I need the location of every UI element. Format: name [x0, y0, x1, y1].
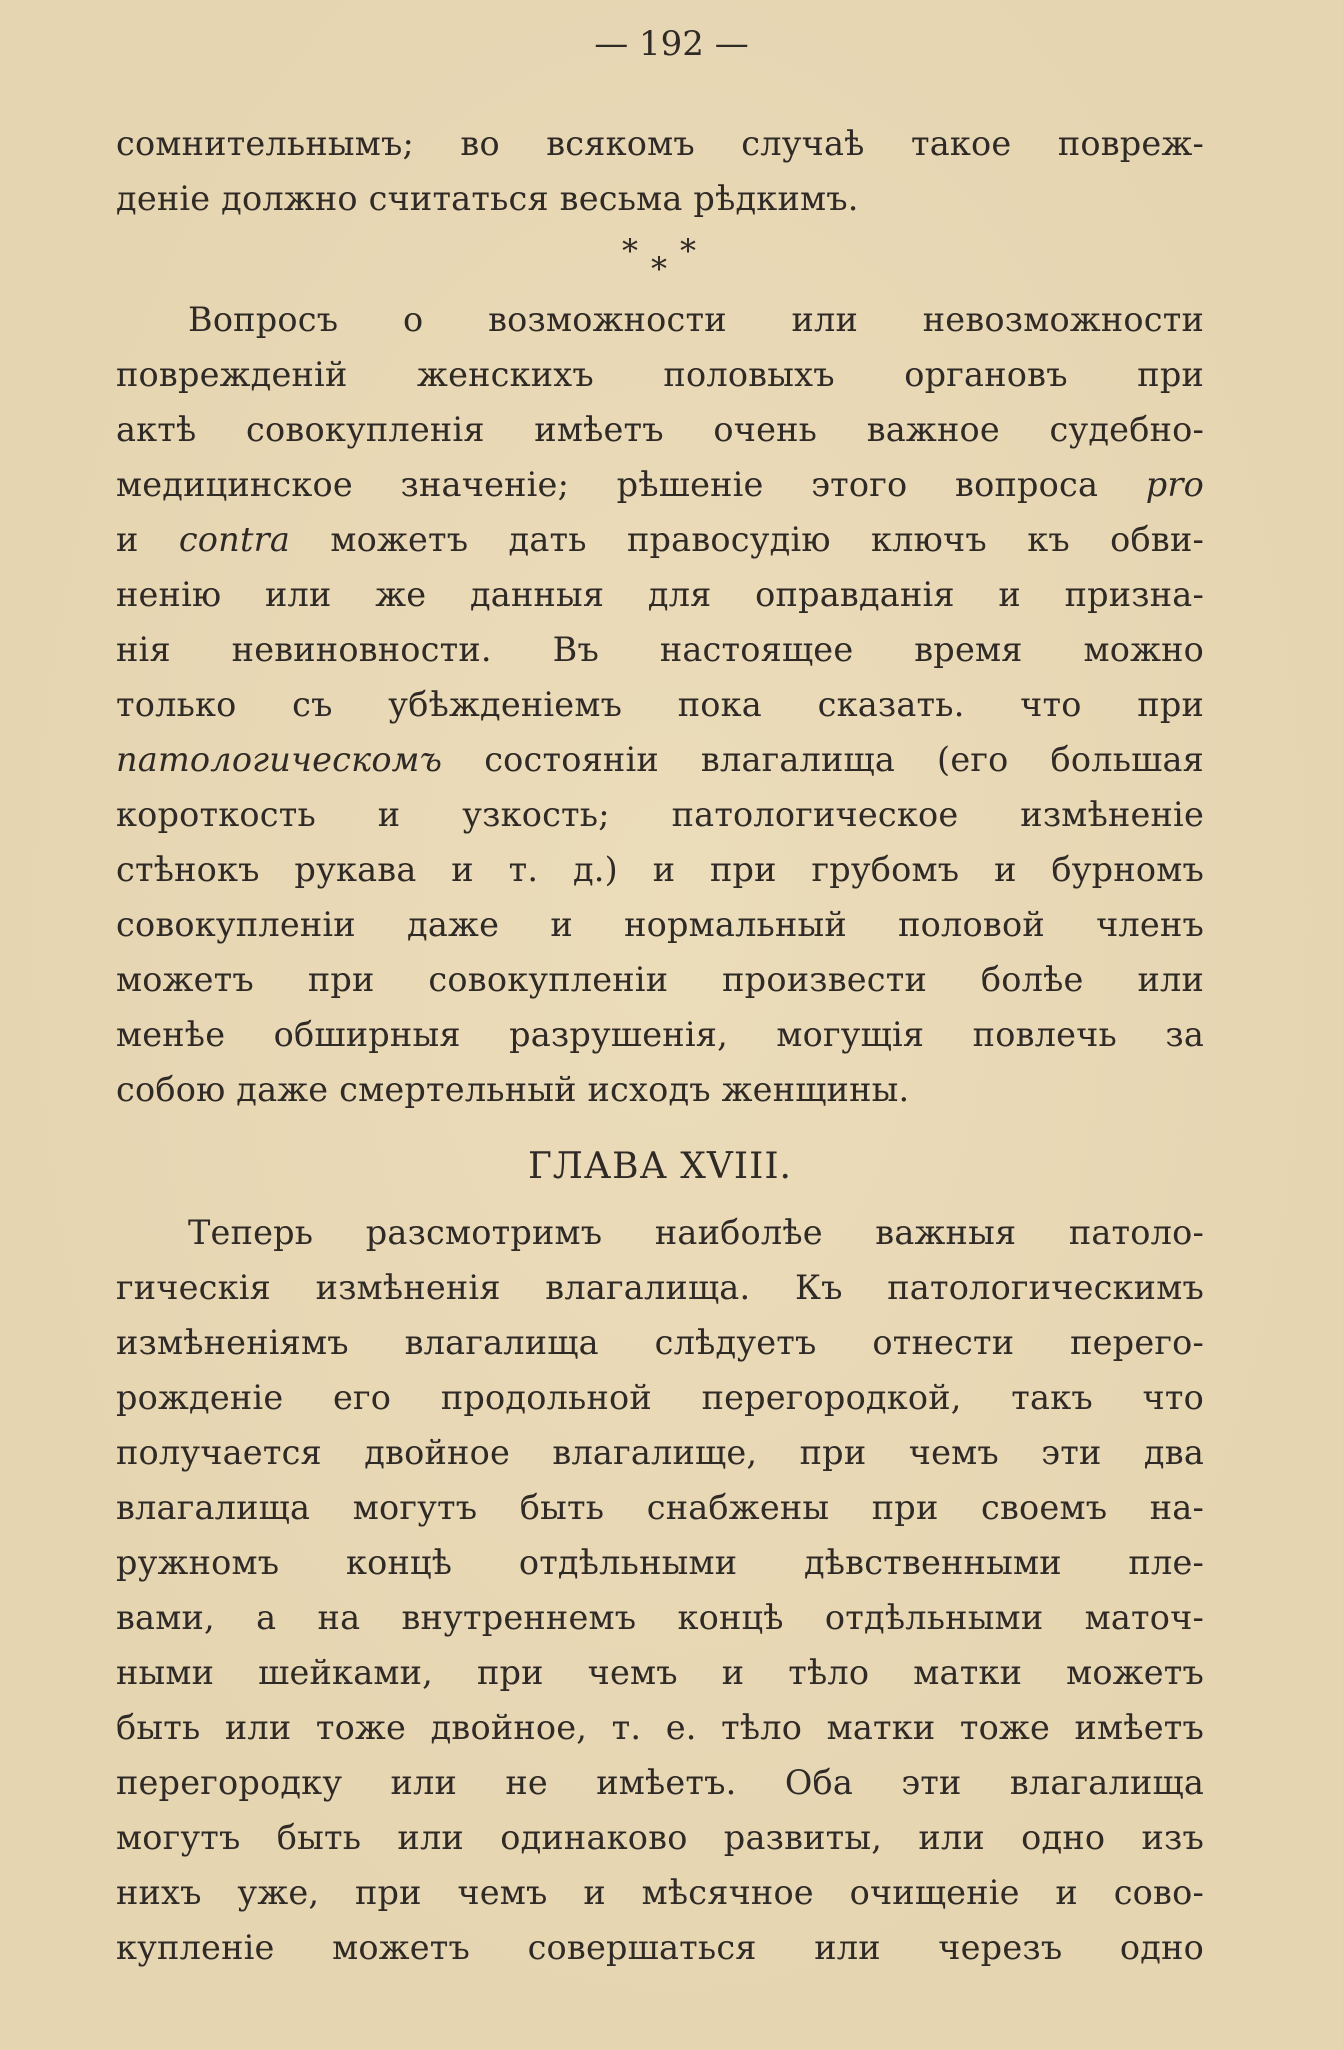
chapter-title: ГЛАВА XVIII. — [527, 1146, 793, 1187]
text-line: совокупленіи даже и нормальный половой членъ — [116, 905, 1204, 944]
text-line: собою даже смертельный исходъ женщины. — [116, 1070, 910, 1109]
paragraph-2 — [116, 292, 1204, 1117]
text-line: нія невиновности. Въ настоящее время можно — [116, 630, 1204, 669]
text-line: ными шейками, при чемъ и тѣло матки можетъ — [116, 1653, 1204, 1692]
text-line: быть или тоже двойное, т. е. тѣло матки тоже имѣетъ — [116, 1708, 1204, 1747]
text-line: получается двойное влагалище, при чемъ эти два — [116, 1433, 1204, 1472]
text-line: поврежденій женскихъ половыхъ органовъ при — [116, 355, 1204, 394]
text-line — [116, 457, 1204, 512]
page-number: — 192 — — [594, 24, 749, 64]
text-line: ружномъ концѣ отдѣльными дѣвственными пле- — [116, 1543, 1204, 1582]
latin-term-pro: pro — [1145, 465, 1204, 504]
text-line: Теперь разсмотримъ наиболѣе важныя патоло- — [188, 1213, 1204, 1252]
text-line: менѣе обширныя разрушенія, могущія повлечь за — [116, 1015, 1204, 1054]
text-line: перегородку или не имѣетъ. Оба эти влагалища — [116, 1763, 1204, 1802]
text-line — [116, 512, 1204, 567]
text-line: Вопросъ о возможности или невозможности — [188, 300, 1204, 339]
asterism-star: * — [651, 250, 668, 288]
page-body — [116, 116, 1204, 1975]
text-run: и — [116, 520, 139, 559]
text-line: гическія измѣненія влагалища. Къ патологическимъ — [116, 1268, 1204, 1307]
paragraph-1 — [116, 116, 1204, 226]
text-line: влагалища могутъ быть снабжены при своемъ на- — [116, 1488, 1204, 1527]
asterism-star: * — [680, 232, 697, 270]
text-run: состояніи влагалища (его большая — [484, 740, 1204, 779]
asterism-divider — [116, 226, 1204, 292]
text-line: только съ убѣжденіемъ пока сказать. что при — [116, 685, 1204, 724]
text-line — [116, 732, 1204, 787]
text-run: можетъ дать правосудію ключъ къ обви- — [330, 520, 1204, 559]
text-line: измѣненіямъ влагалища слѣдуетъ отнести перего- — [116, 1323, 1204, 1362]
text-line: могутъ быть или одинаково развиты, или одно изъ — [116, 1818, 1204, 1857]
text-line: можетъ при совокупленіи произвести болѣе или — [116, 960, 1204, 999]
asterism-star: * — [622, 232, 639, 270]
text-line: деніе должно считаться весьма рѣдкимъ. — [116, 179, 859, 218]
text-line: сомнительнымъ; во всякомъ случаѣ такое повреж- — [116, 124, 1204, 163]
text-line: стѣнокъ рукава и т. д.) и при грубомъ и бурномъ — [116, 850, 1204, 889]
italic-term: патологическомъ — [116, 740, 443, 779]
text-line: вами, а на внутреннемъ концѣ отдѣльными маточ- — [116, 1598, 1204, 1637]
text-run: медицинское значеніе; рѣшеніе этого вопроса — [116, 465, 1099, 504]
text-line: ненію или же данныя для оправданія и призна- — [116, 575, 1204, 614]
text-line: актѣ совокупленія имѣетъ очень важное судебно- — [116, 410, 1204, 449]
text-line: купленіе можетъ совершаться или черезъ одно — [116, 1928, 1204, 1967]
text-line: нихъ уже, при чемъ и мѣсячное очищеніе и сово- — [116, 1873, 1204, 1912]
latin-term-contra: contra — [178, 520, 290, 559]
text-line: рожденіе его продольной перегородкой, такъ что — [116, 1378, 1204, 1417]
text-line: короткость и узкость; патологическое измѣненіе — [116, 795, 1204, 834]
paragraph-3 — [116, 1205, 1204, 1975]
